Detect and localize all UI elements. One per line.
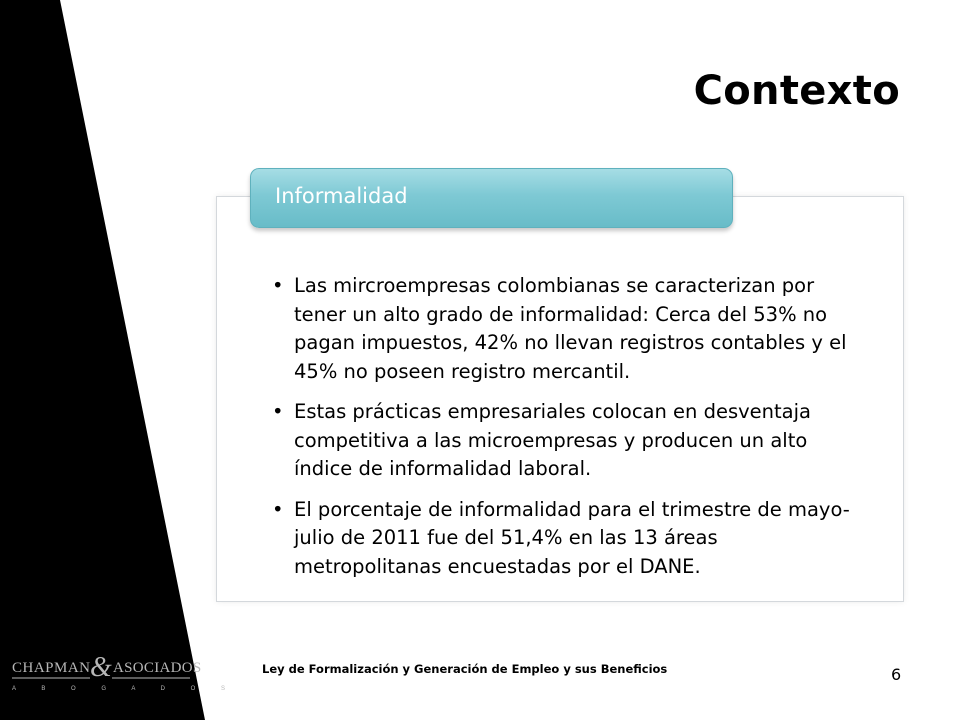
bullet-text: El porcentaje de informalidad para el trimestre de mayo-julio de 2011 fue del 51,4% en las 13 áreas metropolitanas encuestadas por el DANE.	[294, 497, 850, 578]
bullet-dot-icon: •	[272, 274, 284, 297]
footer-caption: Ley de Formalización y Generación de Empleo y sus Beneficios	[262, 662, 668, 676]
logo-ampersand: &	[90, 652, 112, 683]
page-number: 6	[891, 665, 902, 684]
black-side-band	[0, 0, 210, 720]
chapman-asociados-logo	[12, 636, 238, 698]
bullet-list	[270, 272, 860, 593]
section-tab	[250, 168, 733, 228]
logo-subtitle: A B O G A D O S	[12, 686, 238, 692]
slide-title: Contexto	[693, 68, 900, 114]
bullet-text: Estas prácticas empresariales colocan en desventaja competitiva a las microempresas y producen un alto índice de informalidad laboral.	[294, 400, 811, 480]
bullet-dot-icon: •	[272, 400, 284, 423]
tab-label: Informalidad	[275, 184, 408, 208]
logo-text-left: CHAPMAN	[12, 660, 91, 676]
bullet-item	[270, 398, 860, 484]
bullet-dot-icon: •	[272, 497, 284, 521]
bullet-text: Las mircroempresas colombianas se caracterizan por tener un alto grado de informalidad: Cerca del 53% no pagan impuestos, 42% no llevan registros contables y el 45% no poseen registro mercantil.	[294, 274, 847, 383]
logo-text-right: ASOCIADOS	[113, 660, 202, 676]
bullet-item	[270, 496, 860, 582]
bullet-item	[270, 272, 860, 386]
